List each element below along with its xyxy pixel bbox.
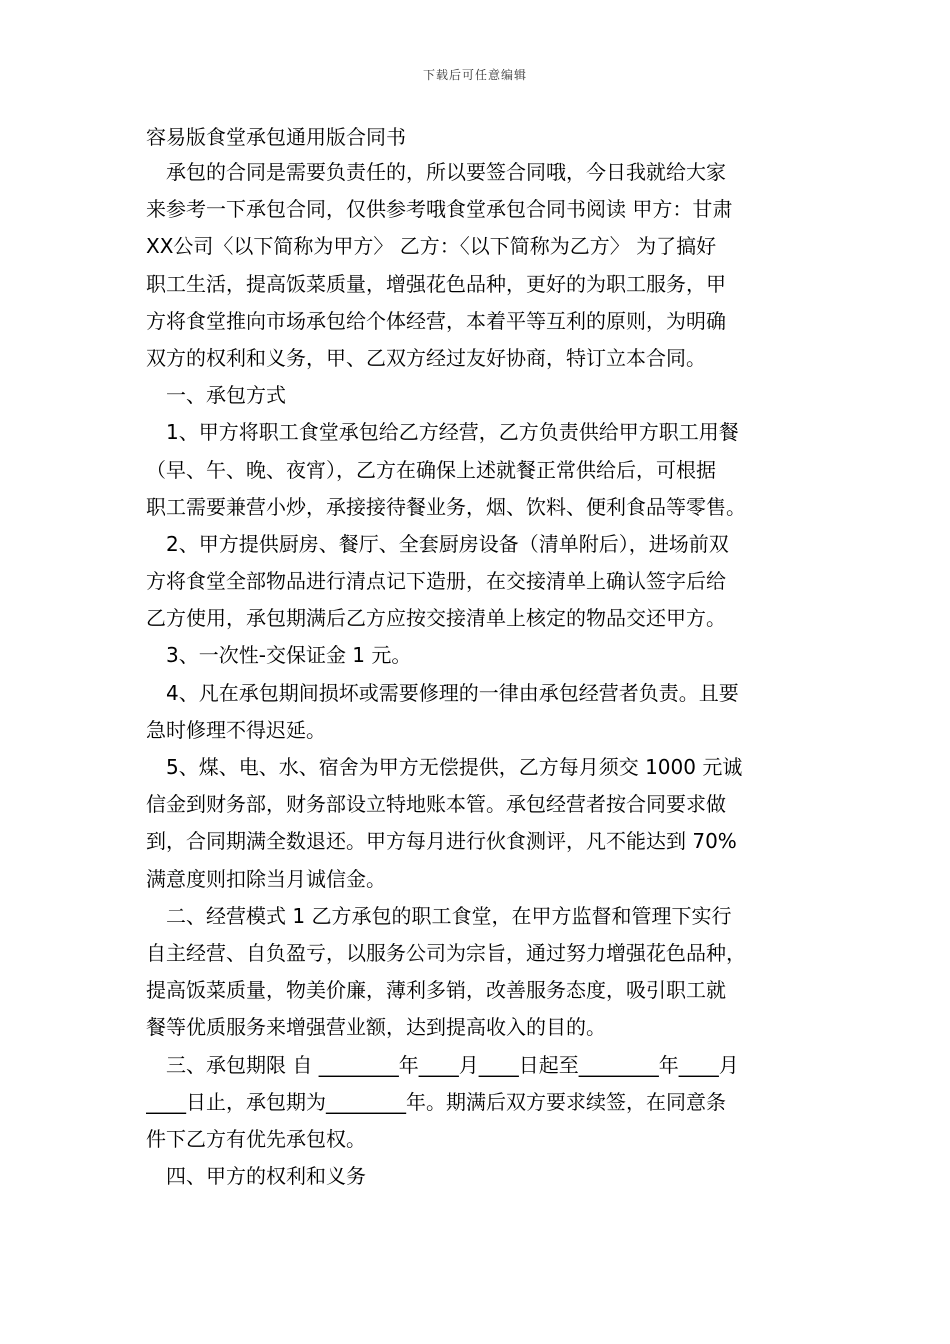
paragraph-line: 来参考一下承包合同，仅供参考哦食堂承包合同书阅读 甲方：甘肃	[146, 197, 733, 222]
paragraph-line: 方将食堂全部物品进行清点记下造册，在交接清单上确认签字后给	[146, 569, 726, 594]
paragraph-line: 方将食堂推向市场承包给个体经营，本着平等互利的原则，为明确	[146, 308, 726, 333]
paragraph-line: 职工生活，提高饭菜质量，增强花色品种，更好的为职工服务，甲	[146, 271, 726, 296]
paragraph-line: 信金到财务部，财务部设立特地账本管。承包经营者按合同要求做	[146, 792, 726, 817]
paragraph-line: （早、午、晚、夜宵），乙方在确保上述就餐正常供给后，可根据	[146, 457, 716, 482]
paragraph-line: 急时修理不得迟延。	[146, 717, 326, 742]
paragraph-line: ____日止，承包期为________年。期满后双方要求续签，在同意条	[146, 1089, 726, 1114]
section-heading: 三、承包期限 自 ________年____月____日起至________年____月	[146, 1052, 739, 1077]
paragraph-line: 乙方使用，承包期满后乙方应按交接清单上核定的物品交还甲方。	[146, 606, 726, 631]
paragraph-line: 4、凡在承包期间损坏或需要修理的一律由承包经营者负责。且要	[146, 680, 739, 705]
section-heading: 二、经营模式 1 乙方承包的职工食堂，在甲方监督和管理下实行	[146, 903, 732, 928]
paragraph-line: 2、甲方提供厨房、餐厅、全套厨房设备（清单附后），进场前双	[146, 531, 729, 556]
paragraph-line: XX公司〈以下简称为甲方〉 乙方：〈以下简称为乙方〉 为了搞好	[146, 234, 717, 259]
paragraph-line: 3、一次性-交保证金 1 元。	[146, 643, 412, 668]
paragraph-line: 职工需要兼营小炒，承接接待餐业务，烟、饮料、便利食品等零售。	[146, 494, 746, 519]
paragraph-line: 满意度则扣除当月诚信金。	[146, 866, 386, 891]
section-heading: 一、承包方式	[146, 383, 286, 408]
paragraph-line: 5、煤、电、水、宿舍为甲方无偿提供，乙方每月须交 1000 元诚	[146, 755, 743, 779]
section-heading: 四、甲方的权利和义务	[146, 1164, 366, 1189]
paragraph-line: 餐等优质服务来增强营业额，达到提高收入的目的。	[146, 1015, 606, 1040]
paragraph-line: 1、甲方将职工食堂承包给乙方经营，乙方负责供给甲方职工用餐	[146, 420, 739, 445]
paragraph-line: 提高饭菜质量，物美价廉，薄利多销，改善服务态度，吸引职工就	[146, 978, 726, 1003]
document-title: 容易版食堂承包通用版合同书	[146, 125, 406, 149]
paragraph-line: 双方的权利和义务，甲、乙双方经过友好协商，特订立本合同。	[146, 345, 706, 370]
paragraph-line: 自主经营、自负盈亏，以服务公司为宗旨，通过努力增强花色品种，	[146, 940, 746, 965]
paragraph-line: 件下乙方有优先承包权。	[146, 1126, 366, 1151]
paragraph-line: 承包的合同是需要负责任的，所以要签合同哦，今日我就给大家	[146, 160, 726, 184]
paragraph-line: 到，合同期满全数退还。甲方每月进行伙食测评，凡不能达到 70%	[146, 829, 737, 854]
contract-body	[146, 120, 806, 1195]
header-note: 下载后可任意编辑	[422, 68, 527, 82]
